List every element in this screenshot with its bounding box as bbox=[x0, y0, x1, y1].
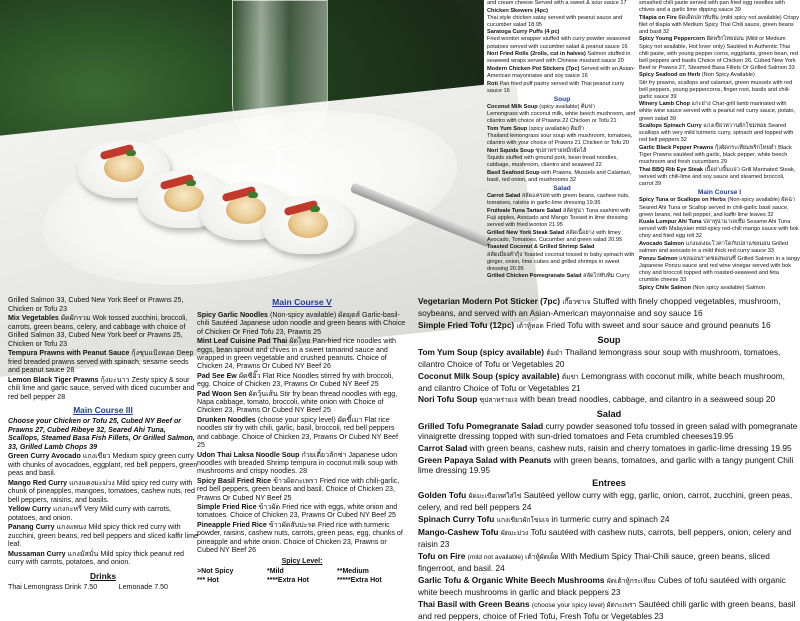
section-title-salad: Salad bbox=[596, 409, 622, 420]
menu-item: Spicy Tuna or Scallops on Herbs (Non-spicy available) ผัดฉ่า Seared Ahi Tuna or Scallop served in chili-garlic basil sauce, green beans, red bell pepper, and kaffir lime leaves 32 bbox=[639, 197, 796, 218]
menu-item: Tempura Prawns with Peanut Sauce กุ้งชุบแป้งทอด Deep fried breaded prawns served with spinach, sesame seeds and peanut sauce 28 bbox=[8, 349, 194, 374]
menu-item: Chicken Skewers (4pc) Thai style chicken satay served with peanut sauce and cucumber salad 18.95 bbox=[487, 7, 623, 28]
menu-item: Green Papaya Salad with Peanuts with green beans, tomatoes, and garlic with a tangy pungent Chili lime dressing 19.95 bbox=[418, 454, 794, 475]
menu-item: Green Curry Avocado แกงเขียว Medium spicy green curry with chunks of avocadoes, eggplant, red bell peppers, green peas and basil. bbox=[8, 452, 198, 477]
menu-item: Thai Basil with Green Beans (choose your spicy level) ผัดกะเพรา Sautéed chili garlic with green beans, basil and red peppers, choice of Fried Tofu, Fresh Tofu or Vegetables 23 bbox=[418, 598, 796, 621]
menu-column-appetizers bbox=[487, 0, 637, 300]
drinks-row bbox=[8, 583, 168, 592]
menu-item: Roti Pan fried puff pastry served with Thai peanut curry sauce 16 bbox=[487, 80, 625, 94]
menu-item: Grilled Salmon 33, Cubed New York Beef or Prawns 25, Chicken or Tofu 23 bbox=[8, 296, 184, 313]
menu-item: Basil Seafood Soup with Prawns, Mussels and Calamari, basil, red onion, and mushrooms 32 bbox=[487, 169, 632, 183]
menu-item: Coconut Milk Soup (spicy available) ต้มข่า Lemongrass with coconut milk, white beach mushroom, and cilantro Choice of Tofu or Vegetables 21 bbox=[418, 370, 785, 393]
protein-choice: Choose your Chicken or Tofu 25, Cubed NY Beef or Prawns 27, Cubed Ribeye 32, Seared Ahi Tuna, Scallops, Steamed Basa Fish Fillets, Or Grilled Salmon, 33, Grilled Lamb Chops 39 bbox=[8, 417, 195, 451]
menu-item: Ponzu Salmon แซลมอนราดซอสพอนซึ Grilled Salmon in a tangy Japanese Ponzu sauce and red wine vinegar served with bok choy and broccoli topped with roasted-seaweed and feta crumble cheese 33 bbox=[639, 255, 800, 283]
spicy-level: ****Extra Hot bbox=[267, 576, 310, 584]
menu-item: Lemon Black Tiger Prawns กุ้งมะนาว Zesty spicy & sour chili lime and garlic sauce, served with diced cucumber and red bell pepper 28 bbox=[8, 375, 195, 401]
section-title-drinks: Drinks bbox=[89, 570, 117, 581]
menu-item: Carrot Salad สลัดแครอท with green beans, cashew nuts, tomatoes, raisins in garlic-lime dressing 19.95 bbox=[487, 193, 630, 207]
section-title-soup: Soup bbox=[597, 334, 621, 345]
menu-item: Mix Vegetables ผัดผักรวม Wok tossed zucchini, broccoli, carrots, green beans, celery, and cabbage with choice of Grilled Salmon 33, Cubed New York beef or Prawns 25, Chicken or Tofu 23 bbox=[8, 314, 188, 348]
menu-item: Mango-Cashew Tofu ผัดมะม่วง Tofu sautéed with cashew nuts, carrots, bell peppers, onion, celery and raisin 23 bbox=[418, 527, 792, 550]
menu-item: Nori Squids Soup ซุปสาหร่ายหมึกยัดไส้ Squids stuffed with ground pork, bean tread noodles, cabbage, mushroom, cilantro and seaweed 22 bbox=[487, 147, 618, 168]
menu-item: Pad Woon Sen ผัดวุ้นเส้น Stir fry bean thread noodles with egg, Napa cabbage, tomato, broccoli, white onion with Choice of Chicken 23, Prawns Or Cubed NY Beef 25 bbox=[197, 389, 398, 415]
section-title-soup: Soup bbox=[553, 96, 571, 104]
menu-item: Udon Thai Laksa Noodle Soup ก๋วยเตี๋ยวลักซ่า Japanese udon noodles with breaded Shrimp tempura in coconut milk soup with mushrooms and crispy noodles. 28 bbox=[197, 450, 398, 476]
menu-column-vegetarian bbox=[418, 296, 800, 621]
menu-item: Tom Yum Soup (spicy available) ต้มยำ Thailand lemongrass sour soup with mushroom, tomatoes, cilantro Choice of Tofu or Vegetables 20 bbox=[418, 346, 781, 369]
menu-item: Tilapia on Fire ผัดเผ็ดปลาทับทิม (mild spicy not available) Crispy filet of tilapia with Medium Spicy Thai Chili sauce, green beans and basil 32 bbox=[639, 14, 800, 35]
menu-item: Mussaman Curry แกงมัสมั่น Mild spicy thick peanut red curry with carrots, potatoes, and onion. bbox=[8, 549, 184, 566]
menu-item: Simple Fried Rice ข้าวผัด Fried rice with eggs, white onion and tomatoes. Choice of Chicken 23, Prawns Or Cubed NY Beef 25 bbox=[197, 502, 398, 520]
section-title-salad: Salad bbox=[553, 185, 571, 193]
food-photo bbox=[0, 0, 484, 298]
menu-item: Tom Yum Soup (spicy available) ต้มยำ Thailand lemongrass sour soup with mushroom, tomatoes, cilantro with your choice of Prawns 21 Chicken or Tofu 20 bbox=[487, 126, 633, 147]
menu-item: Spicy Chile Salmon (Non spicy available) Salmon bbox=[639, 284, 765, 291]
menu-item: Grilled New York Steak Salad สลัดเนื้อย่าง with limey Avocado, Tomatoes, Cucumber and green salad 20.95 bbox=[487, 229, 623, 243]
section-title-main-course-5: Main Course V bbox=[272, 297, 332, 307]
menu-item: Simple Fried Tofu (12pc) เต้าหู้ทอด Fried Tofu with sweet and sour sauce and ground peanuts 16 bbox=[418, 319, 771, 330]
menu-item: Vegetarian Modern Pot Sticker (7pc) เกี๊ยวซ่าเจ Stuffed with finely chopped vegetables, mushroom, soybeans, and served with an Asian-American mayonnaise and soy sauce 16 bbox=[418, 296, 781, 319]
menu-item: Spicy Garlic Noodles (Non-spicy available) ผัดยุดส์ Garlic-basil-chili Sautéed Japanese udon noodle and green beans with Choice of Chicken Or Fried Tofu 23, Prawns 25 bbox=[197, 311, 406, 336]
menu-item: Garlic Tofu & Organic White Beech Mushrooms ผัดเต้าหู้กระเทียม Cubes of tofu sautéed with organic white beech mushrooms in garlic and black peppers 23 bbox=[418, 575, 786, 598]
section-title-entrees: Entrees bbox=[592, 477, 626, 488]
appetizer-spoon bbox=[262, 196, 354, 254]
spicy-level: **Medium bbox=[337, 567, 369, 575]
menu-item: Nori Fried Rolls (2rolls, cut in halves) Salmon stuffed in seaweed wraps served with Chinese mustard sauce 20 bbox=[487, 51, 631, 65]
section-title-main-course-3: Main Course III bbox=[73, 405, 133, 415]
menu-item: Scallops Spinach Curry แกงเขียวหวานผักโขมหอย Seared scallops with very mild turmeric curry, spinach and topped with red bell peppers 32 bbox=[639, 123, 794, 144]
menu-item: Nori Tofu Soup ซุปสาหร่ายเจ with bean tread noodles, cabbage, and cilantro in a seaweed soup 20 bbox=[418, 394, 776, 405]
menu-item: smashed chili paste served with pan fried egg noodles with chives and a garlic lime dipping sauce 39 bbox=[639, 0, 785, 14]
menu-item: Pineapple Fried Rice ข้าวผัดสับปะรด Fried rice with turmeric powder, raisins, cashew nuts, carrots, green peas, egg, chunks of pineapple and white onion. Choice of Chicken 23, Prawns or Cubed NY Beef 26 bbox=[197, 520, 403, 554]
spicy-level: *****Extra Hot bbox=[337, 576, 382, 584]
menu-item: Fruitvale Tuna Tartare Salad สลัดทูน่า Tuna sashimi with Fuji apples, Avocado and Mango Tossed in lime dressing served with fried wonton 21.95 bbox=[487, 207, 631, 229]
drink-item: Lemonade 7.50 bbox=[118, 582, 168, 591]
drink-item: Thai Lemongrass Drink 7.50 bbox=[8, 582, 98, 591]
menu-item: Thai BBQ Rib Eye Steak เนื้อย่างจิ้มแจ่ว Grill Marinated Steak, served with chili-lime and soy sauce and steamed broccoli, carrot 39 bbox=[639, 166, 796, 187]
menu-item: Yellow Curry แกงกะหรี่ Very Mild curry with carrots, potatoes, and onion. bbox=[8, 505, 172, 522]
menu-item: Golden Tofu ผัดมะเขือเทศใส่ไข่ Sautéed yellow curry with egg, garlic, onion, carrot, zucchini, green peas, celery, and red bell peppers 24 bbox=[418, 489, 793, 512]
menu-item: Panang Curry แกงแพนง Mild spicy thick red curry with zucchini, green beans, red bell peppers and sliced kaffir lime leaf. bbox=[8, 523, 198, 548]
menu-item: Mint Leaf Cuisine Pad Thai ผัดไทย Pan-fried rice noodles with eggs, bean sprout and chives in a sweet tamarind sauce and wrapped in green vegetable and crushed peanuts. Choice of Chicken 24, Prawns Or Cubed NY Beef 26 bbox=[197, 337, 396, 371]
menu-item: Drunken Noodles (choose your spicy level) ผัดขี้เมา Flat rice noodles stir fry with chili, garlic, basil, broccoli, red bell peppers and cabbage. Choice of Chicken 23, Prawns Or Cubed NY Beef 25 bbox=[197, 415, 398, 450]
menu-item: Spinach Curry Tofu แกงเขียวผักโขมเจ in turmeric curry and spinach 24 bbox=[418, 513, 670, 524]
menu-item: Tofu on Fire (mild not available) เต้าหู้ผัดเผ็ด With Medium Spicy Thai-Chili sauce, green beans, sliced fingerroot, and basil. 24 bbox=[418, 551, 770, 574]
section-title-main-course-1: Main Course I bbox=[697, 189, 742, 197]
menu-item: Spicy Seafood on Herb (Non Spicy Available) Stir fry prawns, scallops and calamari, green mussels with red bell peppers, young peppercorns, finger root, basils and chili-garlic sauce 39 bbox=[639, 72, 793, 100]
menu-item: Spicy Basil Fried Rice ข้าวผัดกะเพรา Fried rice with chili-garlic, red bell peppers, green beans and basil. Choice of Chicken 23, Prawns Or Cubed NY Beef 25 bbox=[197, 476, 400, 502]
menu-item: Avocado Salmon แกงแดงอะโวคาโดกับปลาแซลมอน Grilled salmon and avocado in a mild thick red curry sauce 33 bbox=[639, 241, 788, 255]
menu-item: Pad See Ew ผัดซีอิ๊ว Flat Rice Noodles stirred fry with broccoli, egg. Choice of Chicken 23, Prawns Or Cubed NY Beef 25 bbox=[197, 371, 394, 389]
menu-item: Saratoga Curry Puffs (4 pc) Fried wonton wrapper stuffed with curry powder seasoned potatoes served with cucumber salad & peanut sauce 16 bbox=[487, 29, 631, 50]
menu-item: Mango Red Curry แกงแดงมะม่วง Mild spicy red curry with chunk of pineapples, mangoes, tomatoes, cashew nuts, red bell peppers, raisins, and basils. bbox=[8, 478, 195, 504]
wine-glass bbox=[232, 0, 328, 150]
spicy-level-legend bbox=[197, 558, 407, 584]
appetizer-list bbox=[487, 8, 637, 95]
menu-item: Coconut Milk Soup (spicy available) ต้มข่า Lemongrass with coconut milk, white beech mushroom, and cilantro with choice of Prawns 22 Chicken or Tofu 21 bbox=[487, 104, 636, 125]
spicy-level: >Not Spicy bbox=[197, 567, 234, 575]
menu-text: and cream cheese Served with a sweet & sour sauce 17 bbox=[487, 0, 627, 6]
menu-item: Kuala Lumpur Ahi Tuna ปลาทูน่ามาเลเซีย Sesame Ahi Tuna served with Malaysian mild-spicy red-chili mango sauce with bok choy and fried egg roll 32 bbox=[639, 219, 799, 240]
spicy-level: *Mild bbox=[267, 567, 284, 575]
menu-column-main-course-3 bbox=[8, 296, 198, 600]
menu-column-main-course-5 bbox=[197, 296, 407, 600]
menu-item: Grilled Chicken Pomegranate Salad สลัดไก่ทับทิม Curry bbox=[487, 273, 630, 280]
menu-item: Winery Lamb Chop แกะย่าง Char-grill lamb marinated with white wine sauce served with a peanut red curry sauce, potato, green salad 39 bbox=[639, 101, 796, 122]
menu-item: Spicy Young Peppercorn ผัดพริกไทยอ่อน (Mild or Medium Spicy not available, Hot lover only) Sautéed in Authentic Thai chili paste, with young pepper corns, eggplants, green bean, red bell peppers and basils Choice of Chicken 26, Cubed New York Beef or Prawns 27, Steamed Basa Fillets Or Grilled Salmon 33 bbox=[639, 36, 798, 71]
menu-item: Carrot Salad with green beans, cashew nuts, raisin and cherry tomatoes in garlic-lime dressing 19.95 bbox=[418, 443, 792, 454]
menu-column-specials bbox=[639, 0, 800, 300]
spicy-level-title: Spicy Level: bbox=[281, 558, 323, 566]
menu-item: Modern Chicken Pot Stickers (7pc) Served with an Asian-American mayonnaise and soy sauce 16 bbox=[487, 65, 635, 79]
menu-item: Grilled Tofu Pomegranate Salad curry powder seasoned tofu tossed in green salad with pomegranate vinaigrette dressing topped with sun-dried tomatoes and Feta crumbled cheeses19.95 bbox=[418, 421, 798, 442]
menu-item: Garlic Black Pepper Prawns กุ้งผัดกระเทียมพริกไทยดำ Black Tiger Prawns sautéed with garlic, black pepper, white beech mushroom and fresh cucumbers 29 bbox=[639, 144, 792, 166]
spicy-level: *** Hot bbox=[197, 576, 219, 584]
menu-item: Toasted Coconut & Grilled Shrimp Salad สลัดเมี่ยงคำกุ้ง Toasted coconut tossed in baby spinach with ginger, onion, lime cubes and grilled shrimps in sweet dressing 20.95 bbox=[487, 244, 635, 272]
